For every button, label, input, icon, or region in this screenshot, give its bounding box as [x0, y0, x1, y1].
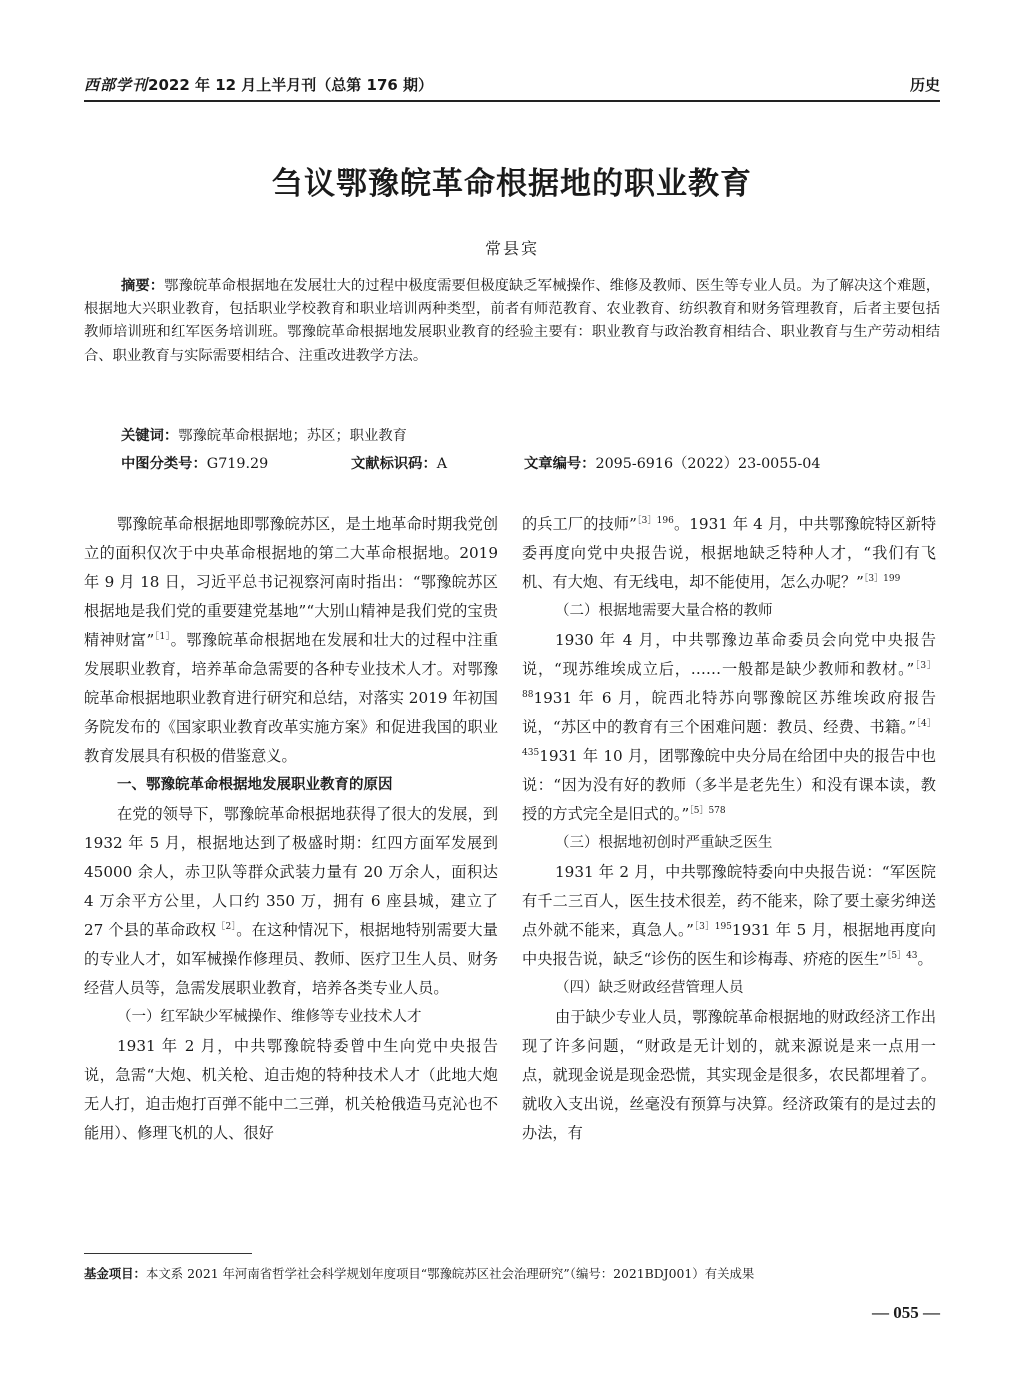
text: 1931 年 5 月，根据地再度向中央报告说，缺乏“诊伤的医生和诊梅毒、疥疮的医生”: [522, 921, 936, 968]
text: 1931 年 10 月，团鄂豫皖中央分局在给团中央的报告中也说：“因为没有好的教师（多半是老先生）和没有课本读，教授的方式完全是旧式的。”: [522, 747, 936, 823]
footnote-text: 本文系 2021 年河南省哲学社会科学规划年度项目“鄂豫皖苏区社会治理研究”（编号：2021BDJ001）有关成果: [145, 1266, 755, 1281]
clc-number: [121, 453, 268, 476]
citation: ［2］: [216, 922, 237, 932]
article-number: [524, 453, 821, 476]
paragraph: [84, 510, 498, 771]
journal-logo: 西部学刊: [84, 76, 149, 94]
paragraph: 由于缺少专业人员，鄂豫皖革命根据地的财政经济工作出现了许多问题，“财政是无计划的，就来源说是来一点用一点，就现金说是现金恐慌，其实现金是很多，农民都埋着了。就收入支出说，丝毫没有预算与决算。经济政策有的是过去的办法，有: [522, 1008, 936, 1142]
paragraph: [522, 858, 936, 974]
footnote-label: 基金项目：: [84, 1266, 146, 1281]
abstract-text: 鄂豫皖革命根据地在发展壮大的过程中极度需要但极度缺乏军械操作、维修及教师、医生等专业人员。为了解决这个难题，根据地大兴职业教育，包括职业学校教育和职业培训两种类型，前者有师范教育、农业教育、纺织教育和财务管理教育，后者主要包括教师培训班和红军医务培训班。鄂豫皖革命根据地发展职业教育的经验主要有：职业教育与政治教育相结合、职业教育与生产劳动相结合、职业教育与实际需要相结合、注重改进教学方法。: [84, 278, 940, 364]
citation: ［4］435: [522, 719, 936, 758]
subsection-heading: （四）缺乏财政经营管理人员: [555, 980, 744, 996]
paragraph: 1931 年 2 月，中共鄂豫皖特委曾中生向党中央报告说，急需“大炮、机关枪、迫击炮的特种技术人才（此地大炮无人打，迫击炮打百弹不能中二三弹，机关枪俄造马克沁也不能用）、修理飞机的人、很好: [84, 1037, 498, 1142]
article-value: 2095-6916（2022）23-0055-04: [595, 456, 821, 472]
text: 。: [917, 950, 933, 968]
page-number: — 055 —: [872, 1303, 940, 1322]
text: 。鄂豫皖革命根据地在发展和壮大的过程中注重发展职业教育，培养革命急需要的各种专业技术人才。对鄂豫皖革命根据地职业教育进行研究和总结，对落实 2019 年初国务院发布的《国家职业教育改革实施方案》和促进我国的职业教育发展具有积极的借鉴意义。: [84, 631, 498, 765]
keywords: [121, 425, 941, 448]
citation: ［1］: [154, 632, 171, 642]
abstract: [84, 275, 940, 368]
paragraph: [84, 800, 498, 1003]
doc-value: A: [436, 456, 448, 472]
text: 鄂豫皖革命根据地即鄂豫皖苏区，是土地革命时期我党创立的面积仅次于中央革命根据地的第二大革命根据地。2019 年 9 月 18 日，习近平总书记视察河南时指出：“鄂豫皖苏区根据地是我们党的重要建党基地”“大别山精神是我们党的宝贵精神财富”: [84, 515, 498, 649]
text: 。在这种情况下，根据地特别需要大量的专业人才，如军械操作修理员、教师、医疗卫生人员、财务经营人员等，急需发展职业教育，培养各类专业人员。: [84, 921, 498, 997]
right-column: [522, 510, 936, 1148]
header-rule: [84, 100, 940, 102]
footnote: [84, 1265, 940, 1283]
clc-value: G719.29: [206, 456, 269, 472]
citation: ［5］43: [886, 951, 918, 961]
doc-label: 文献标识码：: [351, 456, 437, 472]
subsection-heading: （三）根据地初创时严重缺乏医生: [555, 835, 773, 851]
citation: ［5］578: [689, 806, 726, 816]
left-column: [84, 510, 498, 1148]
subsection-heading: （二）根据地需要大量合格的教师: [555, 603, 773, 619]
keywords-label: 关键词：: [121, 428, 179, 444]
text: 1931 年 2 月，中共鄂豫皖特委向中央报告说：“军医院有千二三百人，医生技术很差，药不能来，除了要土豪劣绅送点外就不能来，真急人。”: [522, 863, 936, 939]
footnote-rule: [84, 1253, 252, 1254]
abstract-label: 摘要：: [121, 278, 165, 294]
text: 1930 年 4 月，中共鄂豫边革命委员会向党中央报告说，“现苏维埃成立后，……一般都是缺少教师和教材。”: [522, 631, 936, 678]
issue-info: 2022 年 12 月上半月刊（总第 176 期）: [148, 76, 434, 94]
article-label: 文章编号：: [524, 456, 596, 472]
citation: ［3］88: [522, 661, 936, 700]
doc-code: [351, 453, 447, 476]
author-name: 常县宾: [484, 239, 539, 258]
running-header: [84, 72, 940, 96]
text: 。1931 年 4 月，中共鄂豫皖特区新特委再度向党中央报告说，根据地缺乏特种人才，“我们有飞机、有大炮、有无线电，却不能使用，怎么办呢？”: [522, 515, 937, 591]
keywords-text: 鄂豫皖革命根据地；苏区；职业教育: [178, 428, 407, 444]
classification-line: [121, 453, 941, 477]
paragraph: [522, 510, 936, 597]
text: 在党的领导下，鄂豫皖革命根据地获得了很大的发展，到 1932 年 5 月，根据地达到了极盛时期：红四方面军发展到 45000 余人，赤卫队等群众武装力量有 20 万余人，面积达 4 万余平方公里，人口约 350 万，拥有 6 座县城，建立了 27 个县的革命政权: [84, 805, 498, 939]
citation: ［3］199: [863, 574, 901, 584]
subsection-heading: （一）红军缺少军械操作、维修等专业技术人才: [117, 1009, 422, 1025]
clc-label: 中图分类号：: [121, 456, 207, 472]
article-title: 刍议鄂豫皖革命根据地的职业教育: [272, 166, 752, 202]
text: 的兵工厂的技师”: [522, 515, 637, 533]
text: 1931 年 6 月，皖西北特苏向鄂豫皖区苏维埃政府报告说，“苏区中的教育有三个困难问题：教员、经费、书籍。”: [522, 689, 936, 736]
paragraph: [522, 626, 936, 829]
header-left: [84, 74, 433, 95]
citation: ［3］195: [693, 922, 732, 932]
section-heading: 一、鄂豫皖革命根据地发展职业教育的原因: [117, 777, 393, 793]
citation: ［3］196: [636, 516, 674, 526]
section-name: 历史: [909, 76, 940, 94]
